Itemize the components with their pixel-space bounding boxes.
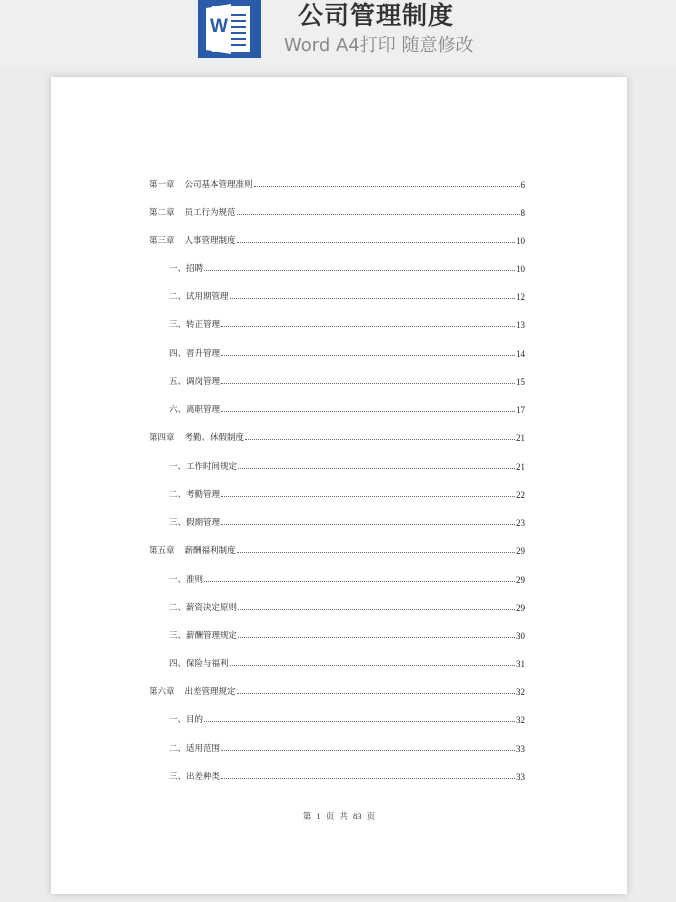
toc-page-number: 33 [516, 772, 525, 782]
toc-entry[interactable] [169, 768, 525, 782]
toc-number: 三、 [169, 772, 187, 782]
toc-label: 出差管理规定 [184, 687, 236, 697]
word-app-icon [198, 0, 261, 58]
toc-label: 试用期管理 [186, 292, 229, 302]
toc-page-number: 17 [516, 405, 525, 415]
toc-entry[interactable] [169, 571, 525, 585]
toc-label: 适用范围 [186, 744, 221, 754]
toc-leader-dots [245, 438, 515, 440]
toc-number: 二、 [169, 292, 187, 302]
toc-number: 一、 [169, 715, 187, 725]
toc-entry[interactable] [149, 429, 525, 443]
toc-page-number: 15 [516, 377, 525, 387]
toc-leader-dots [238, 636, 515, 638]
toc-leader-dots [221, 749, 515, 751]
toc-number: 四、 [169, 659, 187, 669]
toc-leader-dots [237, 241, 515, 243]
toc-leader-dots [221, 325, 515, 327]
page-title: 公司管理制度 [298, 1, 455, 30]
toc-label: 转正管理 [186, 320, 221, 330]
toc-label: 考勤、休假制度 [184, 433, 245, 443]
toc-leader-dots [254, 185, 520, 187]
toc-leader-dots [221, 495, 515, 497]
toc-page-number: 29 [516, 603, 525, 613]
toc-page-number: 31 [516, 659, 525, 669]
toc-page-number: 8 [520, 208, 525, 218]
toc-page-number: 10 [516, 264, 525, 274]
toc-page-number: 29 [516, 575, 525, 585]
toc-number: 一、 [169, 575, 187, 585]
toc-label: 离职管理 [186, 405, 221, 415]
toc-page-number: 21 [516, 433, 525, 443]
toc-entry[interactable] [169, 740, 525, 754]
toc-leader-dots [238, 608, 515, 610]
toc-number: 第六章 [149, 687, 175, 697]
word-letter: W [210, 16, 228, 37]
toc-number: 二、 [169, 603, 187, 613]
page-subtitle: Word A4打印 随意修改 [284, 35, 474, 56]
toc-label: 工作时间规定 [186, 462, 238, 472]
toc-page-number: 32 [516, 715, 525, 725]
toc-label: 假期管理 [186, 518, 221, 528]
toc-label: 晋升管理 [186, 349, 221, 359]
toc-entry[interactable] [169, 711, 525, 725]
toc-entry[interactable] [169, 345, 525, 359]
toc-leader-dots [221, 382, 515, 384]
toc-entry[interactable] [149, 542, 525, 556]
toc-entry[interactable] [149, 683, 525, 697]
toc-label: 人事管理制度 [184, 236, 236, 246]
document-page [51, 77, 627, 894]
toc-entry[interactable] [169, 486, 525, 500]
toc-leader-dots [221, 777, 515, 779]
toc-label: 准则 [186, 575, 204, 585]
toc-label: 出差种类 [186, 772, 221, 782]
toc-page-number: 29 [516, 546, 525, 556]
toc-page-number: 12 [516, 292, 525, 302]
toc-entry[interactable] [169, 599, 525, 613]
toc-number: 第五章 [149, 546, 175, 556]
toc-entry[interactable] [149, 176, 525, 190]
toc-leader-dots [221, 410, 515, 412]
toc-entry[interactable] [169, 316, 525, 330]
toc-page-number: 13 [516, 320, 525, 330]
toc-number: 第三章 [149, 236, 175, 246]
toc-leader-dots [204, 269, 515, 271]
toc-leader-dots [238, 467, 515, 469]
toc-page-number: 23 [516, 518, 525, 528]
toc-number: 二、 [169, 490, 187, 500]
toc-leader-dots [237, 551, 515, 553]
toc-number: 第一章 [149, 180, 175, 190]
toc-leader-dots [204, 720, 515, 722]
page-footer: 第 1 页 共 83 页 [302, 811, 376, 821]
toc-label: 薪资决定原则 [186, 603, 238, 613]
toc-entry[interactable] [169, 288, 525, 302]
toc-label: 保险与福利 [186, 659, 229, 669]
banner-header [0, 0, 676, 66]
toc-leader-dots [230, 297, 515, 299]
toc-label: 招聘 [186, 264, 204, 274]
toc-number: 三、 [169, 631, 187, 641]
toc-label: 公司基本管理准则 [184, 180, 253, 190]
toc-number: 三、 [169, 518, 187, 528]
toc-label: 员工行为规范 [184, 208, 236, 218]
toc-entry[interactable] [169, 514, 525, 528]
toc-number: 第四章 [149, 433, 175, 443]
toc-entry[interactable] [149, 204, 525, 218]
toc-leader-dots [237, 692, 515, 694]
toc-entry[interactable] [169, 655, 525, 669]
toc-label: 薪酬管理规定 [186, 631, 238, 641]
toc-leader-dots [221, 354, 515, 356]
toc-number: 六、 [169, 405, 187, 415]
toc-number: 三、 [169, 320, 187, 330]
toc-leader-dots [237, 213, 520, 215]
toc-label: 调岗管理 [186, 377, 221, 387]
toc-page-number: 10 [516, 236, 525, 246]
toc-entry[interactable] [169, 458, 525, 472]
toc-page-number: 6 [520, 180, 525, 190]
toc-page-number: 14 [516, 349, 525, 359]
toc-leader-dots [204, 580, 515, 582]
toc-entry[interactable] [169, 373, 525, 387]
toc-page-number: 21 [516, 462, 525, 472]
toc-label: 目的 [186, 715, 204, 725]
toc-page-number: 30 [516, 631, 525, 641]
toc-number: 二、 [169, 744, 187, 754]
toc-number: 一、 [169, 462, 187, 472]
toc-number: 五、 [169, 377, 187, 387]
toc-page-number: 22 [516, 490, 525, 500]
toc-entry[interactable] [149, 232, 525, 246]
toc-entry[interactable] [169, 401, 525, 415]
toc-page-number: 33 [516, 744, 525, 754]
toc-label: 考勤管理 [186, 490, 221, 500]
toc-page-number: 32 [516, 687, 525, 697]
toc-leader-dots [230, 664, 515, 666]
toc-number: 四、 [169, 349, 187, 359]
toc-entry[interactable] [169, 260, 525, 274]
toc-label: 薪酬福利制度 [184, 546, 236, 556]
toc-number: 第二章 [149, 208, 175, 218]
toc-number: 一、 [169, 264, 187, 274]
toc-leader-dots [221, 523, 515, 525]
toc-entry[interactable] [169, 627, 525, 641]
